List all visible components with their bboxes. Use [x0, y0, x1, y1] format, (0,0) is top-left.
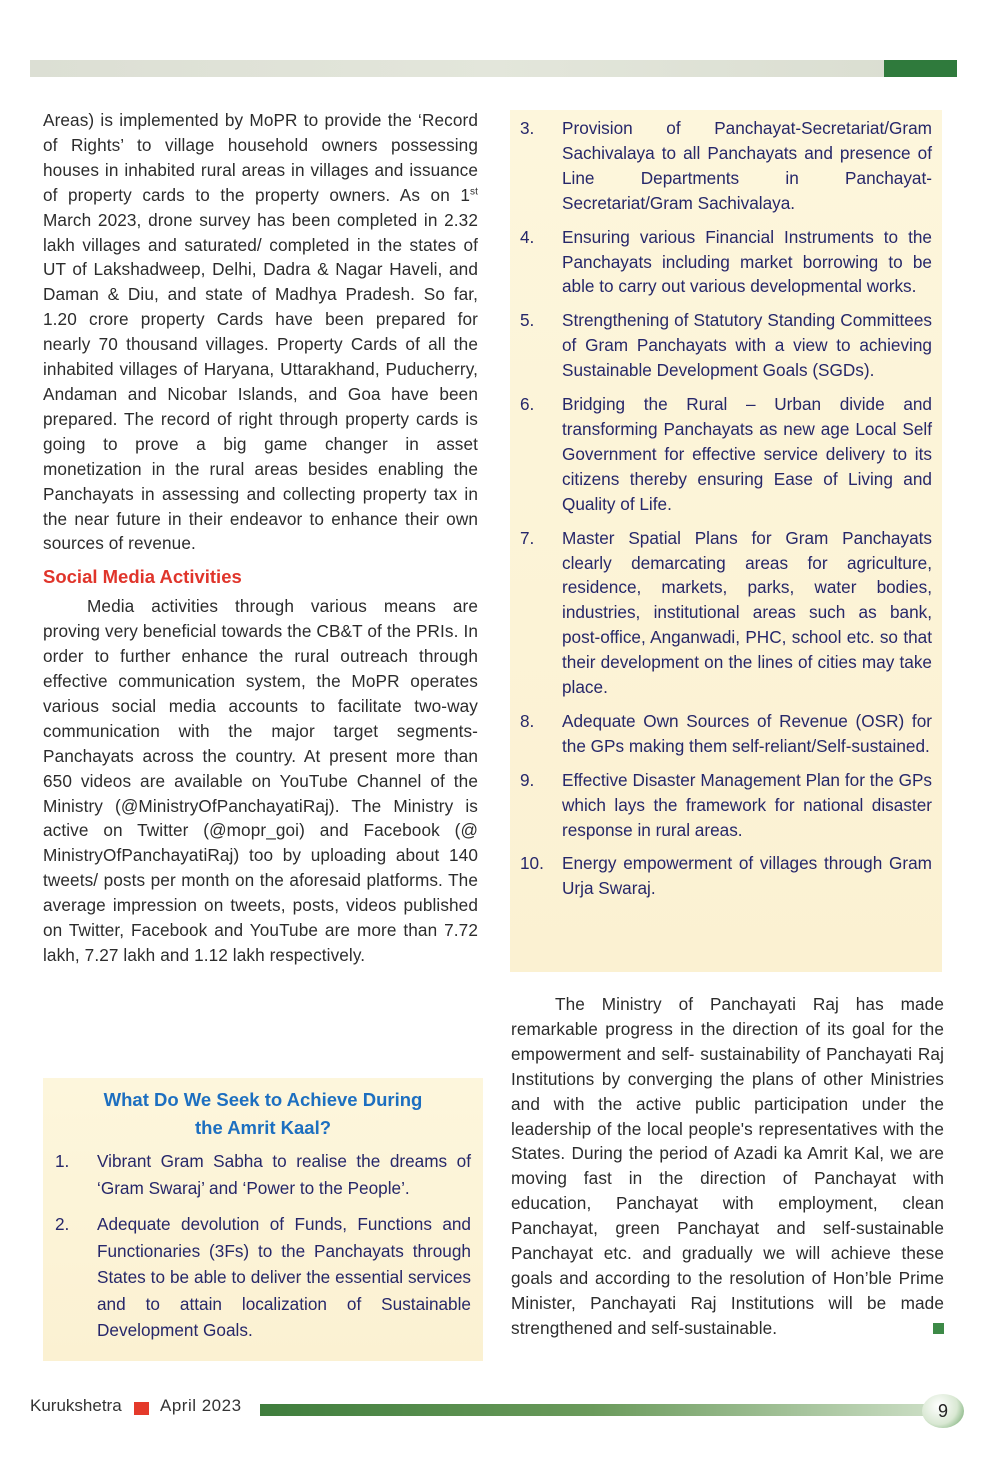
- issue-date: April 2023: [160, 1396, 242, 1415]
- list-number: 6.: [520, 394, 535, 415]
- list-text: Strengthening of Statutory Standing Committees of Gram Panchayats with a view to achieving Sustainable Development Goals (SGDs).: [562, 310, 932, 381]
- list-text: Bridging the Rural – Urban divide and transforming Panchayats as new age Local Self Government for effective service delivery to its citizens thereby ensuring Ease of Living and Quality of Life.: [562, 394, 932, 514]
- intro-paragraph: [43, 108, 478, 556]
- page-number-badge: [922, 1394, 964, 1428]
- list-text: Provision of Panchayat-Secretariat/Gram Sachivalaya to all Panchayats and presence of Line Departments in Panchayat-Secretariat/Gram Sachivalaya.: [562, 118, 932, 213]
- social-media-paragraph: [43, 594, 478, 968]
- list-item: [520, 308, 932, 383]
- closing-paragraph: [511, 992, 944, 1341]
- intro-text-part2: March 2023, drone survey has been completed in 2.32 lakh villages and saturated/ completed in the states of UT of Lakshadweep, Delhi, Dadra & Nagar Haveli, and Daman & Diu, and state of Madhya Pradesh. So far, 1.20 crore property Cards have been prepared for nearly 70 thousand villages. Property Cards of all the inhabited villages of Haryana, Uttarakhand, Puducherry, Andaman and Nicobar Islands, and Goa have been prepared. The record of right through property cards is going to prove a big game changer in asset monetization in the rural areas besides enabling the Panchayats in assessing and collecting property tax in the near future in their endeavor to enhance their own sources of revenue.: [43, 209, 478, 554]
- list-number: 7.: [520, 527, 535, 548]
- list-number: 8.: [520, 710, 535, 731]
- list-text: Ensuring various Financial Instruments to the Panchayats including market borrowing to be able to carry out various developmental works.: [562, 226, 932, 297]
- list-text: Energy empowerment of villages through Gram Urja Swaraj.: [562, 853, 932, 899]
- list-text: Adequate devolution of Funds, Functions and Functionaries (3Fs) to the Panchayats through States to be able to deliver the essential services and to attain localization of Sustainable Development Goals.: [97, 1214, 471, 1340]
- closing-text: The Ministry of Panchayati Raj has made remarkable progress in the direction of its goal for the empowerment and self- sustainability of Panchayati Raj Institutions by converging the plans of other Ministries and with the active public participation under the leadership of the local people's representatives with the States. During the period of Azadi ka Amrit Kal, we are moving fast in the direction of Panchayat with education, Panchayat with employment, clean Panchayat, green Panchayat and self-sustainable Panchayat etc. and gradually we will achieve these goals and according to the resolution of Hon’ble Prime Minister, Panchayati Raj Institutions will be made strengthened and self-sustainable.: [511, 994, 944, 1338]
- list-text: Vibrant Gram Sabha to realise the dreams of ‘Gram Swaraj’ and ‘Power to the People’.: [97, 1151, 471, 1198]
- list-item: [520, 526, 932, 700]
- header-accent-block: [884, 60, 957, 77]
- amrit-kaal-box-part1: [43, 1078, 483, 1361]
- list-number: 4.: [520, 226, 535, 247]
- amrit-kaal-title-line2: the Amrit Kaal?: [194, 1117, 332, 1138]
- amrit-kaal-title-line1: What Do We Seek to Achieve During: [103, 1089, 423, 1110]
- section-heading-social-media: Social Media Activities: [43, 566, 242, 588]
- ordinal-superscript: st: [470, 185, 478, 197]
- list-item: [55, 1148, 471, 1201]
- list-item: [520, 116, 932, 216]
- amrit-kaal-box-part2: [510, 110, 942, 972]
- list-item: [520, 851, 932, 901]
- list-item: [520, 768, 932, 843]
- page-footer: [30, 1394, 965, 1424]
- header-bar: [30, 60, 957, 77]
- list-item: [520, 392, 932, 517]
- list-number: 5.: [520, 310, 535, 331]
- list-text: Adequate Own Sources of Revenue (OSR) for the GPs making them self-reliant/Self-sustained.: [562, 710, 932, 756]
- end-of-article-square-icon: [933, 1323, 944, 1334]
- social-media-text: Media activities through various means are proving very beneficial towards the CB&T of the PRIs. In order to further enhance the rural outreach through effective communication system, the MoPR operates various social media accounts to facilitate two-way communication with the major target segments- Panchayats across the country. At present more than 650 videos are available on YouTube Channel of the Ministry (@MinistryOfPanchayatiRaj). The Ministry is active on Twitter (@mopr_goi) and Facebook (@ MinistryOfPanchayatiRaj) too by uploading about 140 tweets/ posts per month on the aforesaid platforms. The average impression on tweets, posts, videos published on Twitter, Facebook and YouTube are more than 7.72 lakh, 7.27 lakh and 1.12 lakh respectively.: [43, 596, 478, 965]
- amrit-kaal-title: [55, 1086, 471, 1142]
- list-number: 9.: [520, 769, 535, 790]
- list-number: 3.: [520, 118, 535, 138]
- left-column: [43, 108, 478, 968]
- list-item: [520, 709, 932, 759]
- list-number: 1.: [55, 1151, 70, 1171]
- list-text: Effective Disaster Management Plan for the GPs which lays the framework for national disaster response in rural areas.: [562, 769, 932, 840]
- list-number: 10.: [520, 853, 544, 874]
- right-column-closing: [511, 992, 944, 1341]
- footer-separator-square-icon: [134, 1402, 149, 1415]
- list-number: 2.: [55, 1214, 70, 1234]
- magazine-name: Kurukshetra: [30, 1396, 122, 1415]
- intro-text-part1: Areas) is implemented by MoPR to provide the ‘Record of Rights’ to village household owners possessing houses in inhabited rural areas in villages and issuance of property cards to the property owners. As on 1: [43, 110, 478, 205]
- page-number: 9: [937, 1400, 948, 1421]
- list-item: [520, 225, 932, 300]
- list-text: Master Spatial Plans for Gram Panchayats clearly demarcating areas for agriculture, residence, markets, parks, water bodies, industries, institutional areas such as bank, post-office, Anganwadi, PHC, school etc. so that their development on the lines of cities may take place.: [562, 527, 932, 698]
- list-item: [55, 1211, 471, 1344]
- footer-bar: [260, 1404, 925, 1416]
